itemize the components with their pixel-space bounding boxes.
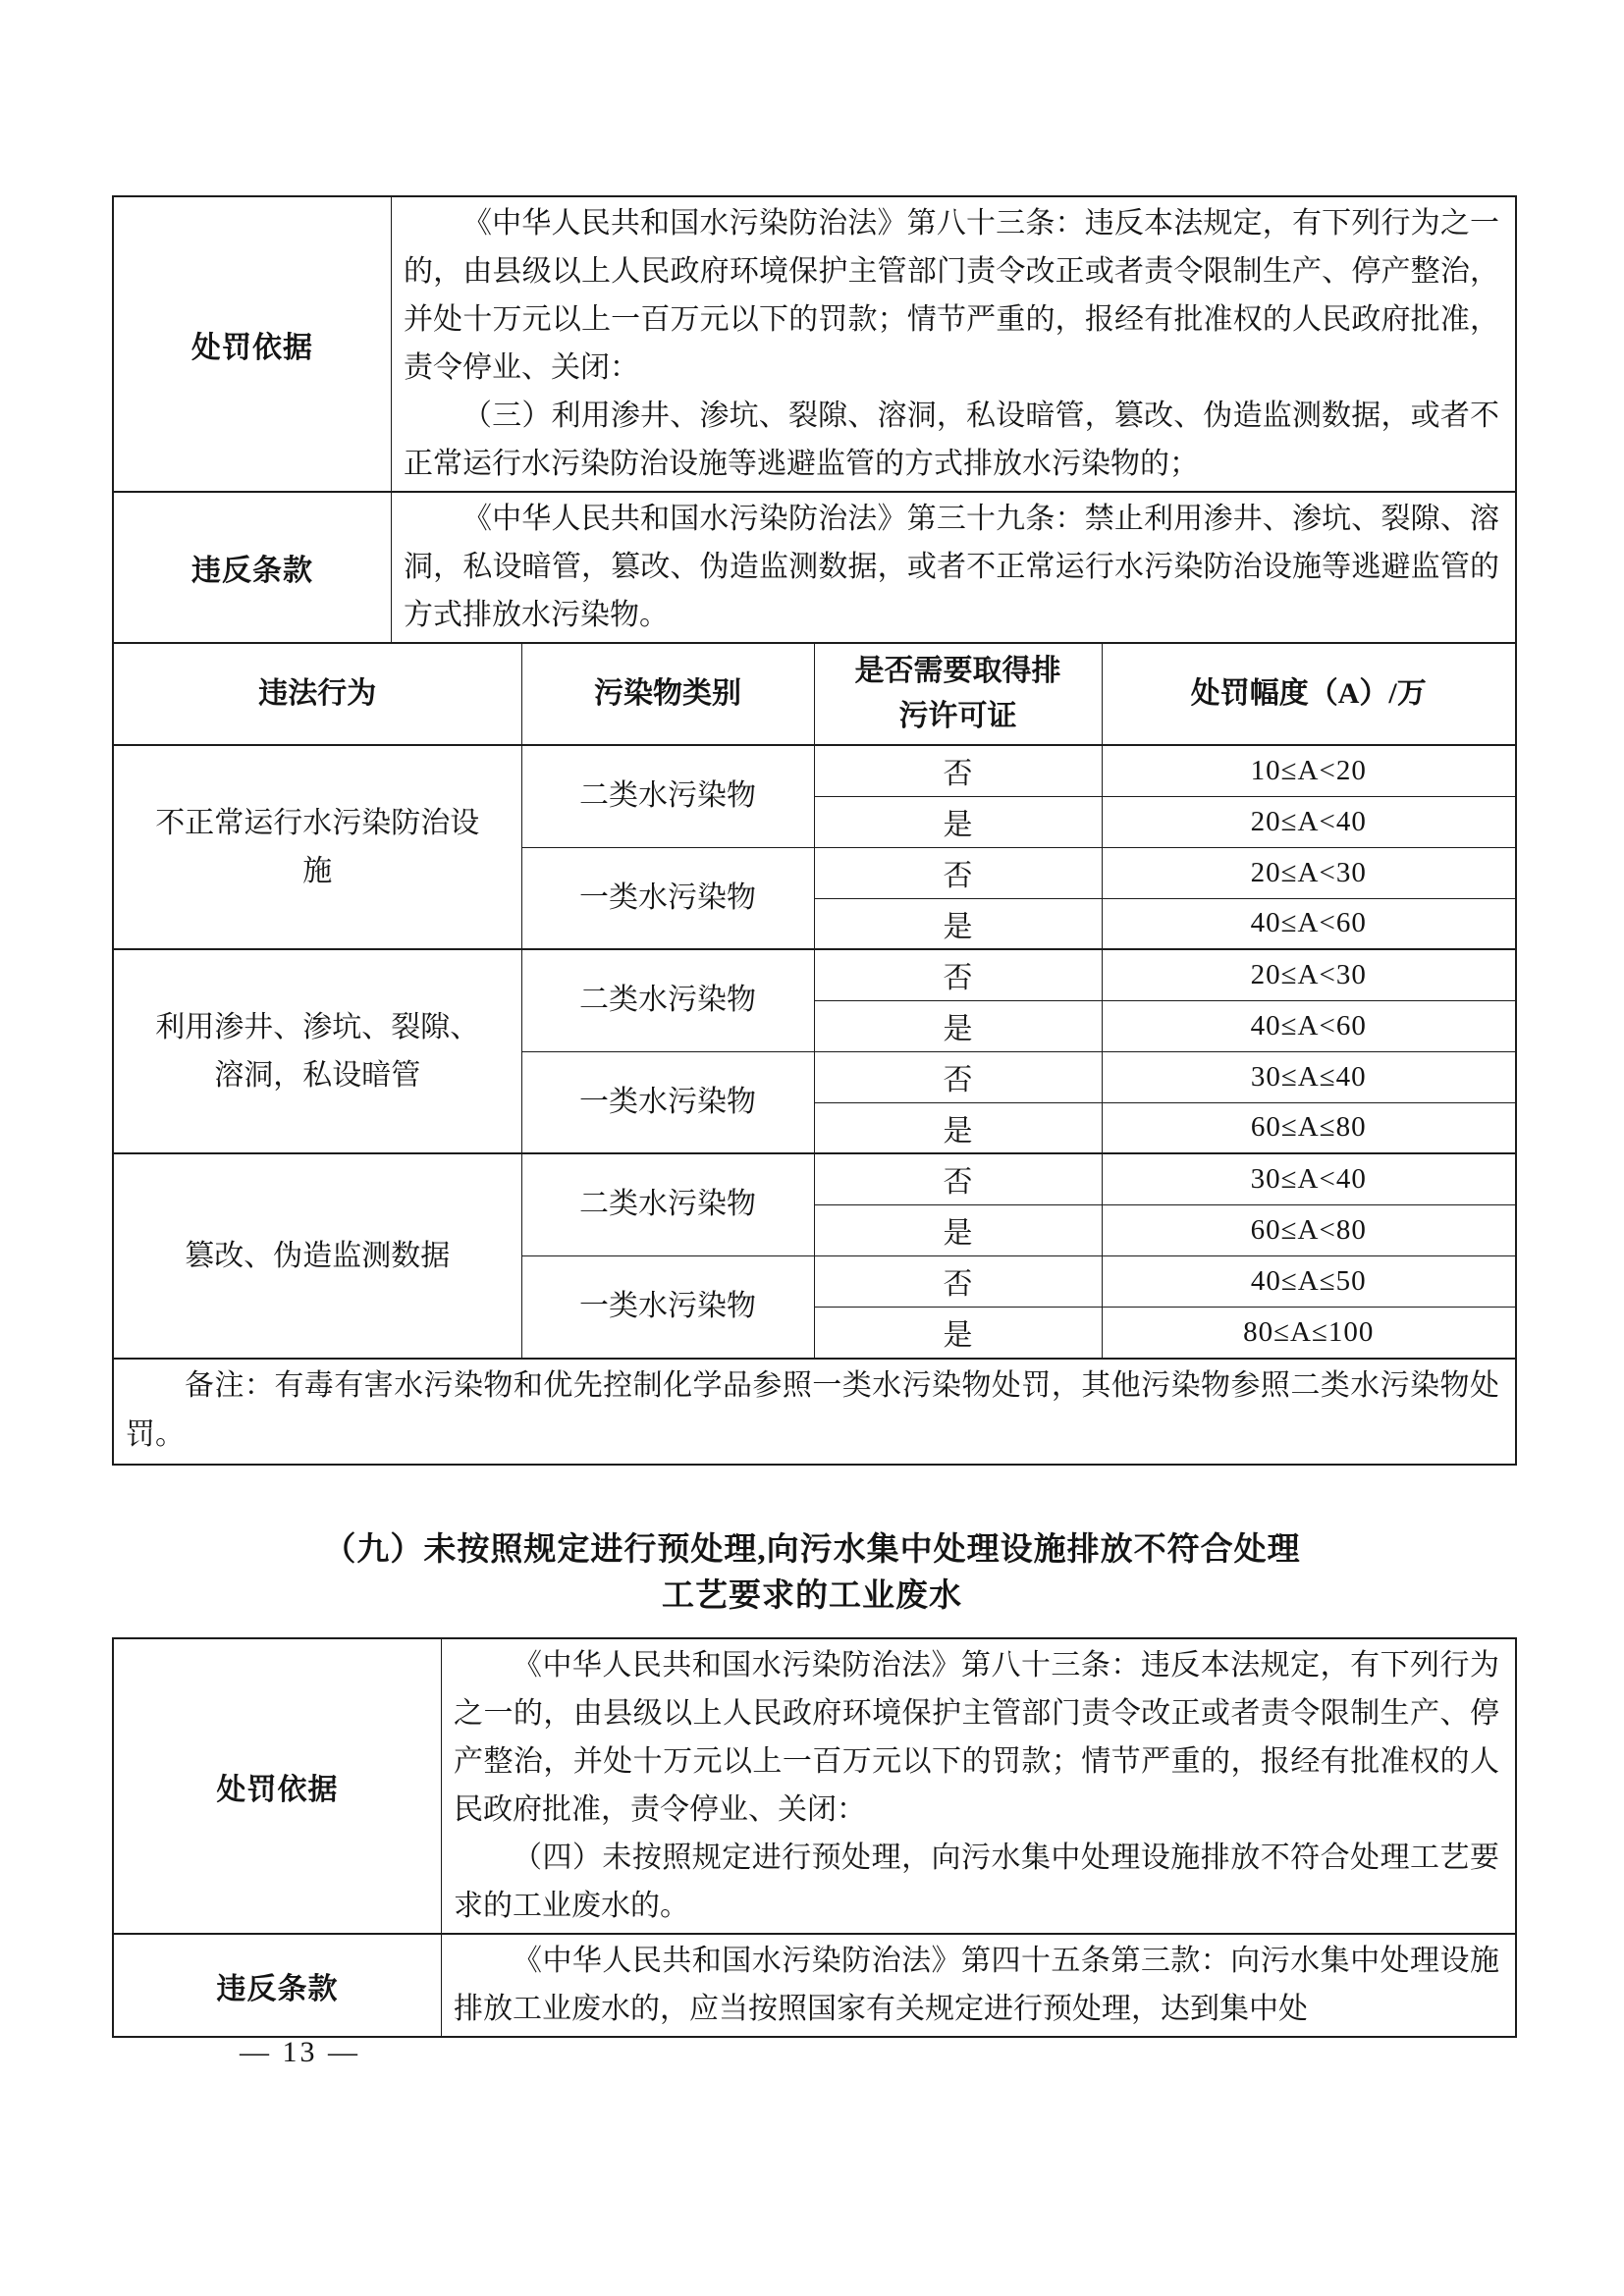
range-cell: 40≤A<60 [1102, 1000, 1515, 1051]
section-9-heading-line1: （九）未按照规定进行预处理,向污水集中处理设施排放不符合处理 [323, 1532, 1301, 1568]
range-cell: 10≤A<20 [1102, 745, 1515, 796]
range-cell: 20≤A<30 [1102, 949, 1515, 1000]
permit-cell: 是 [814, 1204, 1102, 1255]
violated-clause-content [442, 1935, 1515, 2036]
remark-text: 备注：有毒有害水污染物和优先控制化学品参照一类水污染物处罚，其他污染物参照二类水污染物处罚。 [126, 1369, 1499, 1451]
range-cell: 40≤A<60 [1102, 898, 1515, 949]
permit-cell: 否 [814, 1051, 1102, 1102]
penalty-table-evasion [112, 195, 1517, 1466]
permit-cell: 是 [814, 1000, 1102, 1051]
law-article-39-text: 《中华人民共和国水污染防治法》第三十九条：禁止利用渗井、渗坑、裂隙、溶洞，私设暗管，篡改、伪造监测数据，或者不正常运行水污染防治设施等逃避监管的方式排放水污染物。 [404, 503, 1499, 631]
penalty-basis-label: 处罚依据 [114, 197, 392, 491]
violated-clause-label: 违反条款 [114, 1935, 442, 2036]
permit-cell: 是 [814, 898, 1102, 949]
remark-row [114, 1358, 1515, 1464]
range-cell: 30≤A<40 [1102, 1153, 1515, 1204]
penalty-grid [114, 644, 1515, 1358]
permit-cell: 否 [814, 1255, 1102, 1307]
range-cell: 60≤A≤80 [1102, 1102, 1515, 1153]
penalty-basis-label: 处罚依据 [114, 1639, 442, 1933]
category-cell: 二类水污染物 [521, 949, 814, 1051]
row-violated-clause [114, 1933, 1515, 2036]
permit-cell: 否 [814, 1153, 1102, 1204]
behavior-cell: 利用渗井、渗坑、裂隙、溶洞，私设暗管 [114, 949, 521, 1153]
category-cell: 二类水污染物 [521, 745, 814, 847]
range-cell: 60≤A<80 [1102, 1204, 1515, 1255]
row-penalty-basis [114, 197, 1515, 491]
penalty-table-pretreatment [112, 1637, 1517, 2038]
range-cell: 20≤A<40 [1102, 796, 1515, 847]
grid-header-row [114, 644, 1515, 745]
behavior-cell: 不正常运行水污染防治设施 [114, 745, 521, 949]
header-illegal-behavior: 违法行为 [114, 644, 521, 745]
page-number: — 13 — [240, 2036, 360, 2068]
range-cell: 80≤A≤100 [1102, 1307, 1515, 1358]
law-article-83-text: 《中华人民共和国水污染防治法》第八十三条：违反本法规定，有下列行为之一的，由县级以上人民政府环境保护主管部门责令改正或者责令限制生产、停产整治，并处十万元以上一百万元以下的罚款；情节严重的，报经有批准权的人民政府批准，责令停业、关闭： [404, 207, 1499, 384]
law-article-45-text: 《中华人民共和国水污染防治法》第四十五条第三款：向污水集中处理设施排放工业废水的，应当按照国家有关规定进行预处理，达到集中处 [454, 1945, 1499, 2025]
permit-cell: 否 [814, 745, 1102, 796]
permit-cell: 是 [814, 796, 1102, 847]
law-item-3-text: （三）利用渗井、渗坑、裂隙、溶洞，私设暗管，篡改、伪造监测数据，或者不正常运行水污染防治设施等逃避监管的方式排放水污染物的； [404, 400, 1499, 480]
table-row [114, 745, 1515, 796]
violated-clause-content [392, 493, 1515, 642]
behavior-cell: 篡改、伪造监测数据 [114, 1153, 521, 1358]
range-cell: 20≤A<30 [1102, 847, 1515, 898]
category-cell: 一类水污染物 [521, 1255, 814, 1358]
category-cell: 二类水污染物 [521, 1153, 814, 1255]
range-cell: 40≤A≤50 [1102, 1255, 1515, 1307]
section-9-heading [0, 1527, 1624, 1620]
table-row [114, 1153, 1515, 1204]
category-cell: 一类水污染物 [521, 1051, 814, 1153]
category-cell: 一类水污染物 [521, 847, 814, 949]
penalty-basis-content [392, 197, 1515, 491]
header-pollutant-category: 污染物类别 [521, 644, 814, 745]
row-violated-clause [114, 491, 1515, 644]
section-9-heading-line2: 工艺要求的工业废水 [662, 1578, 962, 1614]
header-penalty-range: 处罚幅度（A）/万 [1102, 644, 1515, 745]
law-item-4-text: （四）未按照规定进行预处理，向污水集中处理设施排放不符合处理工艺要求的工业废水的。 [454, 1842, 1499, 1922]
row-penalty-basis [114, 1639, 1515, 1933]
permit-cell: 否 [814, 949, 1102, 1000]
law-article-83-text: 《中华人民共和国水污染防治法》第八十三条：违反本法规定，有下列行为之一的，由县级以上人民政府环境保护主管部门责令改正或者责令限制生产、停产整治，并处十万元以上一百万元以下的罚款；情节严重的，报经有批准权的人民政府批准，责令停业、关闭： [454, 1649, 1499, 1826]
table-row [114, 949, 1515, 1000]
permit-cell: 是 [814, 1102, 1102, 1153]
header-permit-required: 是否需要取得排污许可证 [814, 644, 1102, 745]
violated-clause-label: 违反条款 [114, 493, 392, 642]
range-cell: 30≤A≤40 [1102, 1051, 1515, 1102]
permit-cell: 是 [814, 1307, 1102, 1358]
penalty-basis-content [442, 1639, 1515, 1933]
permit-cell: 否 [814, 847, 1102, 898]
